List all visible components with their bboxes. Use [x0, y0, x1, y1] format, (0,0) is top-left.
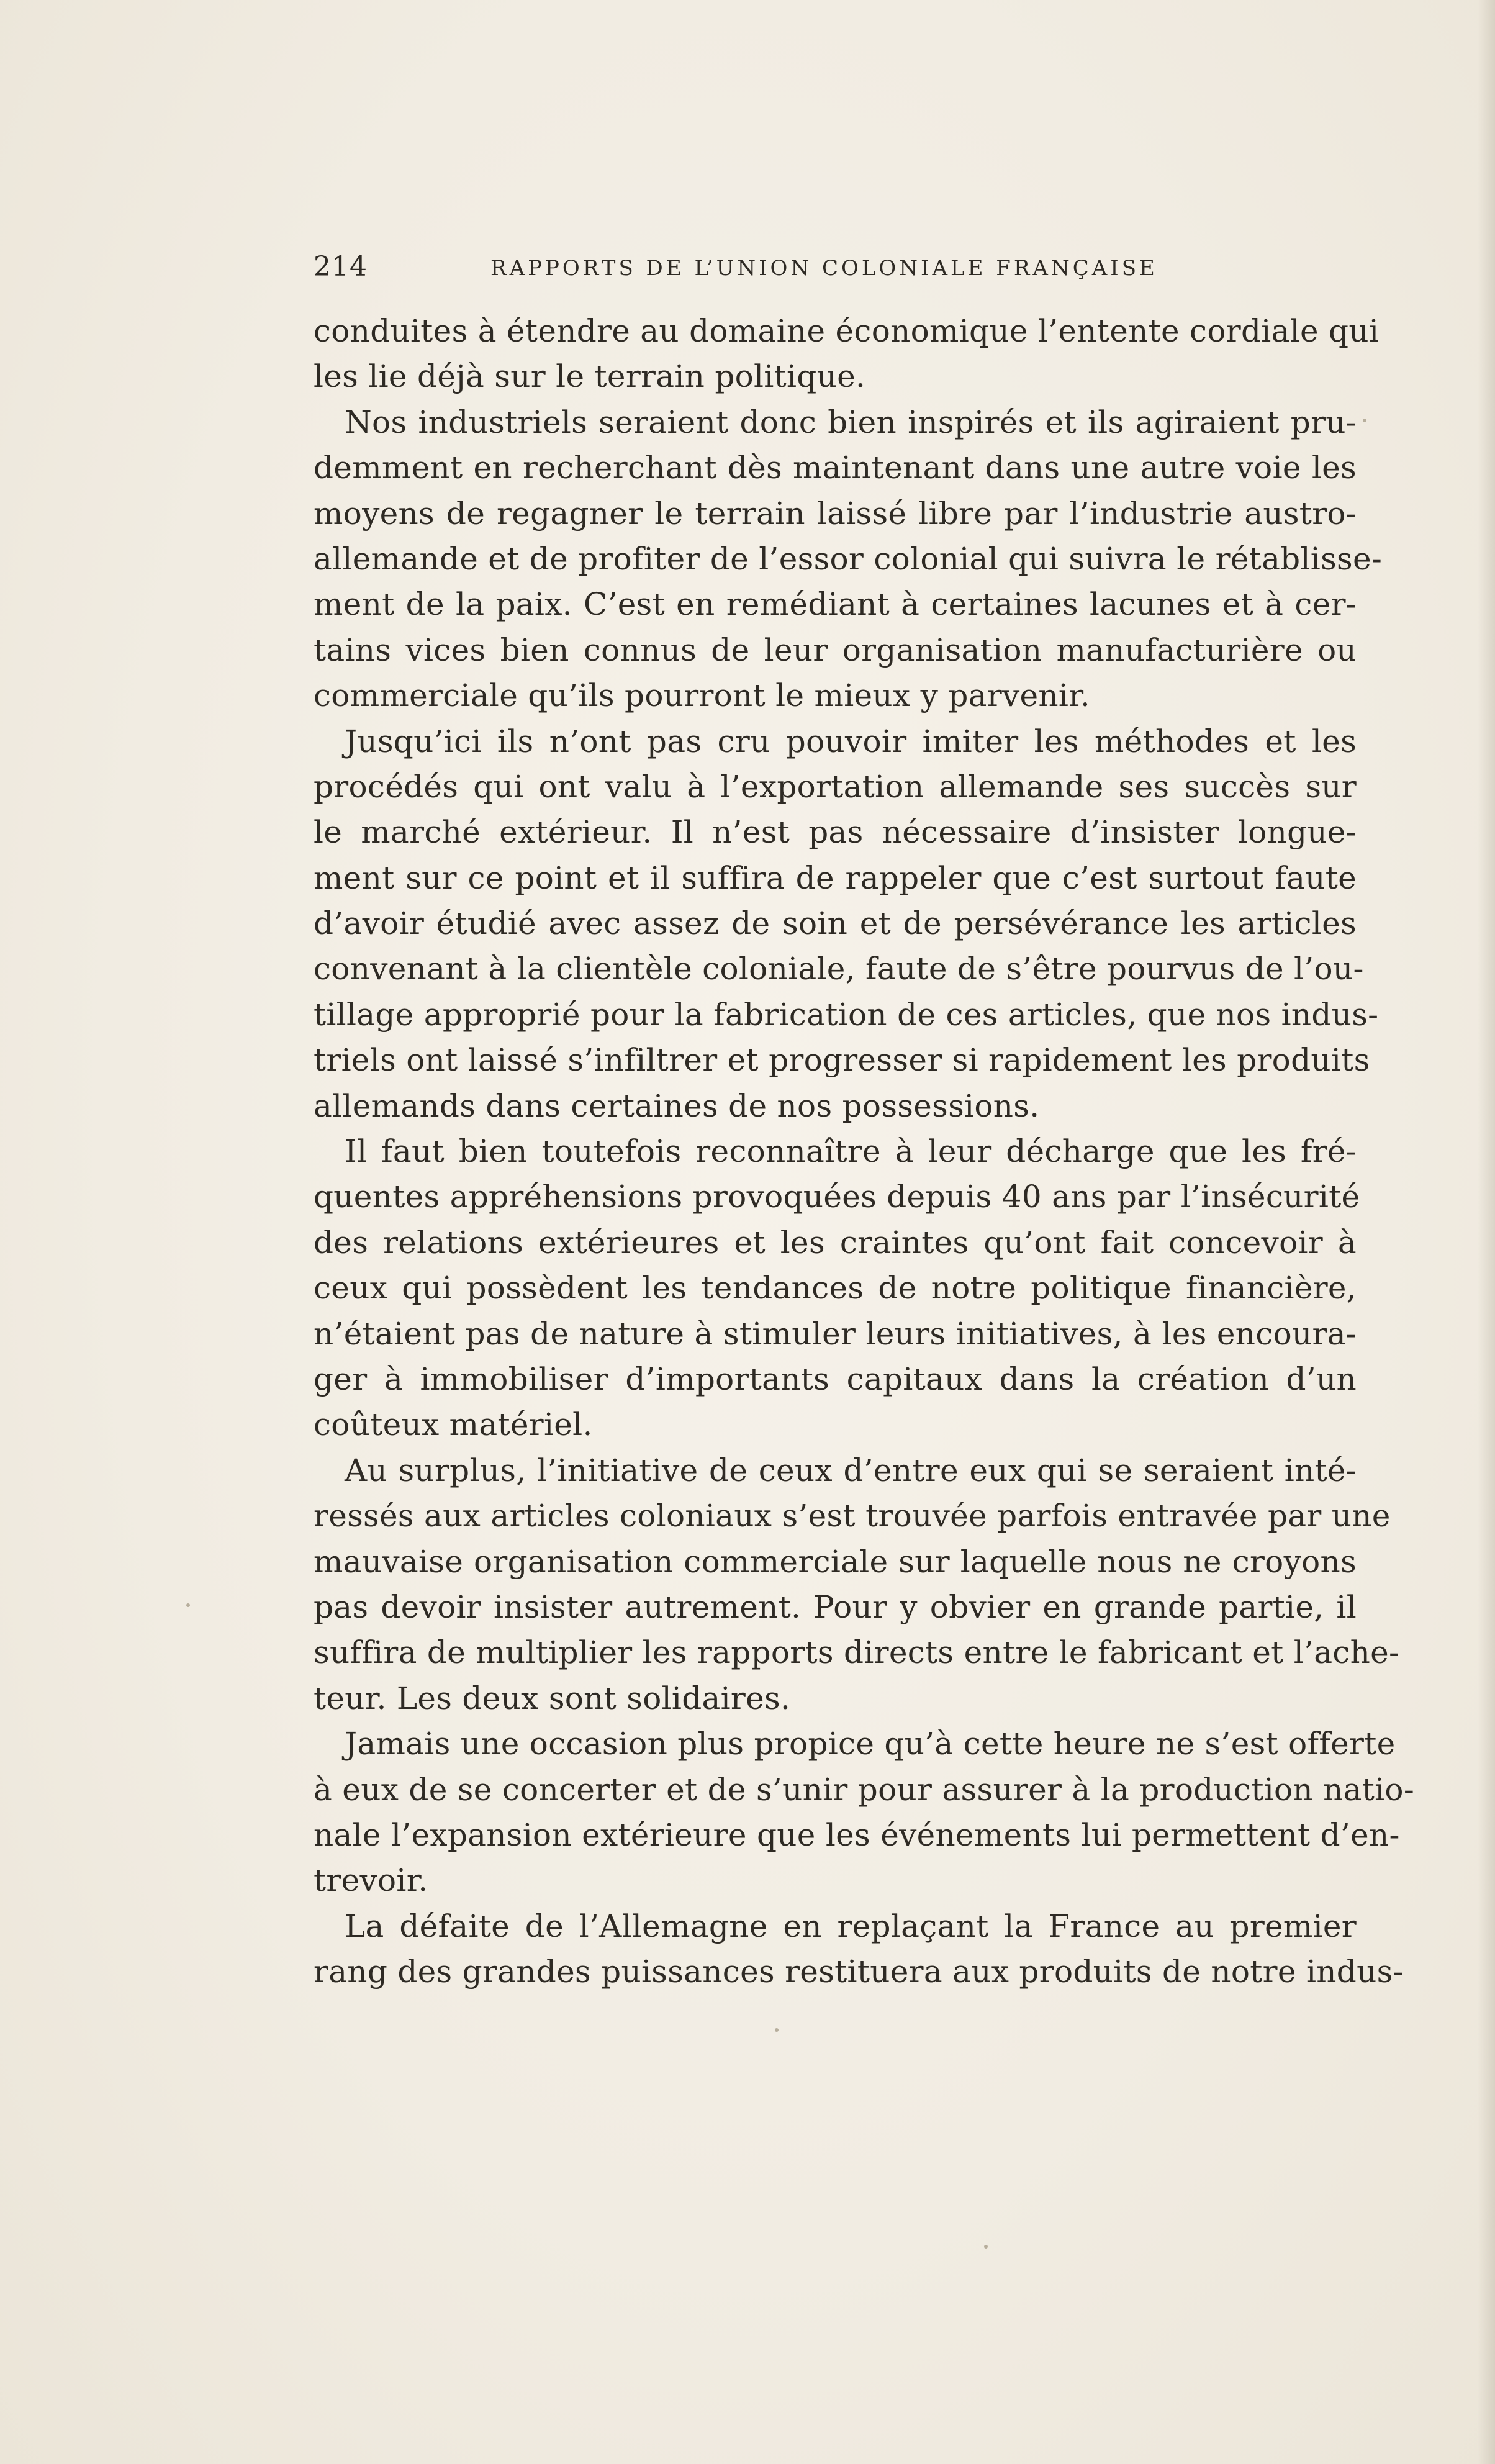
text-line: ressés aux articles coloniaux s’est trouvée parfois entravée par une — [314, 1498, 1391, 1534]
page-edge-shadow — [1478, 0, 1495, 2464]
text-line: à eux de se concerter et de s’unir pour assurer à la production natio- — [314, 1771, 1415, 1808]
text-line: conduites à étendre au domaine économique l’entente cordiale qui — [314, 313, 1380, 349]
text-line: triels ont laissé s’infiltrer et progresser si rapidement les produits — [314, 1042, 1370, 1079]
paper-speck — [186, 1603, 190, 1607]
text-line: des relations extérieures et les craintes qu’ont fait concevoir à — [314, 1224, 1357, 1261]
text-line: commerciale qu’ils pourront le mieux y parvenir. — [314, 677, 1091, 714]
text-line: teur. Les deux sont solidaires. — [314, 1680, 791, 1716]
text-line: ment sur ce point et il suffira de rappeler que c’est surtout faute — [314, 859, 1357, 896]
text-line: nale l’expansion extérieure que les événements lui permettent d’en- — [314, 1816, 1400, 1853]
text-line: allemands dans certaines de nos possessions. — [314, 1087, 1040, 1124]
body-text — [314, 309, 1415, 1995]
text-line: La défaite de l’Allemagne en replaçant la France au premier — [345, 1908, 1357, 1944]
text-line: convenant à la clientèle coloniale, faute de s’être pourvus de l’ou- — [314, 951, 1364, 987]
text-line: le marché extérieur. Il n’est pas nécessaire d’insister longue- — [314, 814, 1357, 851]
paper-speck — [1363, 419, 1366, 422]
text-line: mauvaise organisation commerciale sur laquelle nous ne croyons — [314, 1543, 1357, 1580]
paper-speck — [984, 2245, 988, 2249]
text-line: quentes appréhensions provoquées depuis 40 ans par l’insécurité — [314, 1179, 1360, 1215]
text-line: tains vices bien connus de leur organisation manufacturière ou — [314, 632, 1357, 668]
text-line: Jusqu’ici ils n’ont pas cru pouvoir imiter les méthodes et les — [345, 723, 1357, 759]
text-line: ger à immobiliser d’importants capitaux dans la création d’un — [314, 1361, 1357, 1397]
text-line: Il faut bien toutefois reconnaître à leur décharge que les fré- — [345, 1133, 1357, 1170]
text-line: pas devoir insister autrement. Pour y obvier en grande partie, il — [314, 1588, 1357, 1625]
text-line: ment de la paix. C’est en remédiant à certaines lacunes et à cer- — [314, 586, 1357, 623]
text-line: les lie déjà sur le terrain politique. — [314, 358, 866, 395]
text-line: procédés qui ont valu à l’exportation allemande ses succès sur — [314, 768, 1357, 805]
text-line: allemande et de profiter de l’essor colonial qui suivra le rétablisse- — [314, 540, 1383, 577]
text-line: trevoir. — [314, 1862, 428, 1899]
page-number: 214 — [314, 251, 368, 283]
page-header — [314, 248, 1357, 292]
text-line: coûteux matériel. — [314, 1406, 593, 1443]
running-title: RAPPORTS DE L’UNION COLONIALE FRANÇAISE — [490, 256, 1158, 281]
text-line: d’avoir étudié avec assez de soin et de persévérance les articles — [314, 905, 1357, 942]
text-line: ceux qui possèdent les tendances de notre politique financière, — [314, 1270, 1357, 1307]
text-line: rang des grandes puissances restituera aux produits de notre indus- — [314, 1954, 1404, 1990]
text-line: n’étaient pas de nature à stimuler leurs initiatives, à les encoura- — [314, 1315, 1357, 1352]
text-line: tillage approprié pour la fabrication de ces articles, que nos indus- — [314, 996, 1379, 1033]
text-line: Au surplus, l’initiative de ceux d’entre eux qui se seraient inté- — [345, 1452, 1357, 1488]
paper-speck — [775, 2028, 779, 2032]
text-line: Nos industriels seraient donc bien inspirés et ils agiraient pru- — [345, 404, 1357, 440]
text-line: suffira de multiplier les rapports directs entre le fabricant et l’ache- — [314, 1634, 1400, 1671]
text-line: demment en recherchant dès maintenant dans une autre voie les — [314, 450, 1357, 486]
text-line: moyens de regagner le terrain laissé libre par l’industrie austro- — [314, 495, 1357, 532]
text-line: Jamais une occasion plus propice qu’à cette heure ne s’est offerte — [345, 1726, 1396, 1762]
